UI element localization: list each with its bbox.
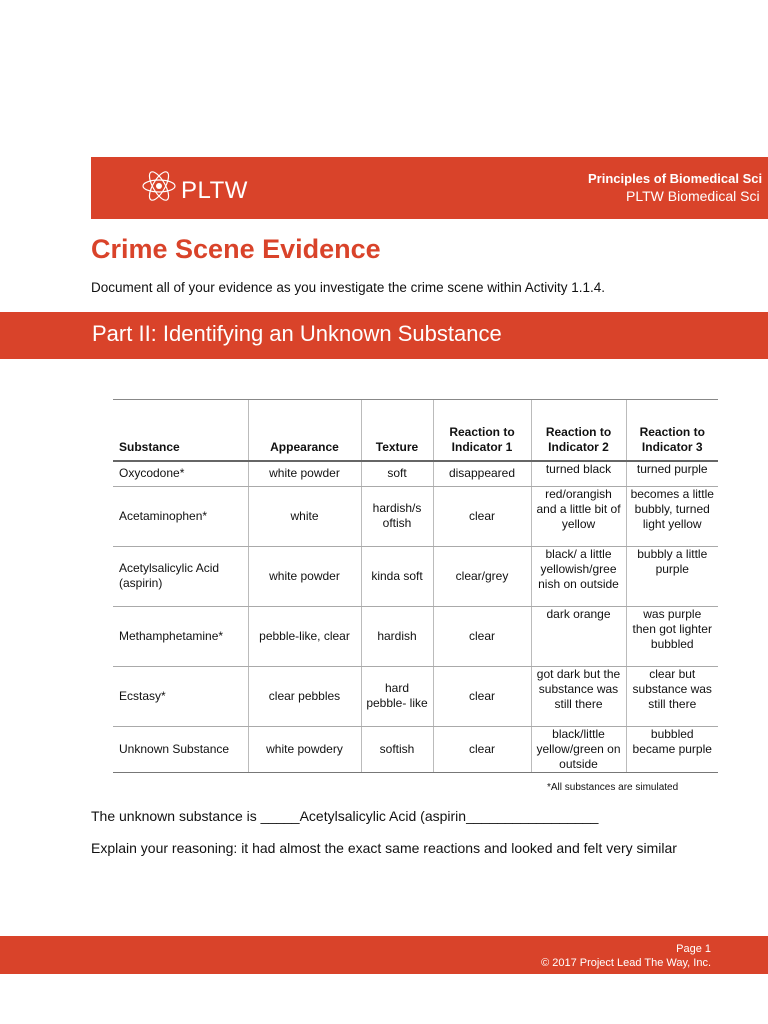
cell-texture: softish: [361, 726, 433, 772]
footer-text: [541, 942, 711, 970]
atom-icon: [141, 163, 177, 209]
cell-indicator-1: clear: [433, 666, 531, 726]
cell-indicator-1: clear: [433, 606, 531, 666]
pltw-logo: [141, 163, 271, 213]
table-row: [113, 461, 718, 486]
logo-text: PLTW: [181, 177, 248, 204]
cell-texture: hardish/s oftish: [361, 486, 433, 546]
table-header-row: [113, 400, 718, 462]
header-substance: Substance: [113, 400, 248, 462]
course-subtitle: PLTW Biomedical Sci: [626, 188, 760, 204]
header-texture: Texture: [361, 400, 433, 462]
evidence-table: [113, 399, 718, 773]
table-row: [113, 546, 718, 606]
cell-appearance: white powder: [248, 546, 361, 606]
cell-texture: kinda soft: [361, 546, 433, 606]
header-indicator-2: Reaction to Indicator 2: [531, 400, 626, 462]
cell-texture: soft: [361, 461, 433, 486]
cell-substance: Ecstasy*: [113, 666, 248, 726]
page-number: Page 1: [676, 943, 711, 955]
instructions: Document all of your evidence as you investigate the crime scene within Activity 1.1.4.: [91, 280, 606, 295]
cell-indicator-3: clear but substance was still there: [626, 666, 718, 726]
cell-indicator-1: disappeared: [433, 461, 531, 486]
header-bar: [91, 157, 768, 219]
cell-indicator-3: bubbled became purple: [626, 726, 718, 772]
cell-appearance: pebble-like, clear: [248, 606, 361, 666]
header-appearance: Appearance: [248, 400, 361, 462]
cell-indicator-3: was purple then got lighter bubbled: [626, 606, 718, 666]
cell-indicator-2: black/ a little yellowish/gree nish on outside: [531, 546, 626, 606]
cell-substance: Acetaminophen*: [113, 486, 248, 546]
cell-indicator-2: dark orange: [531, 606, 626, 666]
part-title: Part II: Identifying an Unknown Substance: [92, 321, 502, 346]
cell-substance: Acetylsalicylic Acid (aspirin): [113, 546, 248, 606]
table-row: [113, 726, 718, 772]
cell-texture: hard pebble- like: [361, 666, 433, 726]
cell-appearance: white powdery: [248, 726, 361, 772]
table-footnote: *All substances are simulated: [547, 782, 679, 793]
cell-appearance: clear pebbles: [248, 666, 361, 726]
reasoning-text: Explain your reasoning: it had almost the exact same reactions and looked and felt very similar: [91, 840, 677, 856]
cell-substance: Unknown Substance: [113, 726, 248, 772]
cell-indicator-1: clear/grey: [433, 546, 531, 606]
header-indicator-3: Reaction to Indicator 3: [626, 400, 718, 462]
cell-indicator-2: turned black: [531, 461, 626, 486]
table-row: [113, 486, 718, 546]
cell-appearance: white powder: [248, 461, 361, 486]
cell-indicator-2: red/orangish and a little bit of yellow: [531, 486, 626, 546]
cell-texture: hardish: [361, 606, 433, 666]
cell-indicator-2: black/little yellow/green on outside: [531, 726, 626, 772]
footer-bar: [0, 936, 768, 974]
cell-substance: Methamphetamine*: [113, 606, 248, 666]
cell-indicator-1: clear: [433, 486, 531, 546]
page-title: Crime Scene Evidence: [91, 234, 381, 264]
cell-indicator-2: got dark but the substance was still there: [531, 666, 626, 726]
table-row: [113, 606, 718, 666]
copyright: © 2017 Project Lead The Way, Inc.: [541, 957, 711, 969]
cell-indicator-3: bubbly a little purple: [626, 546, 718, 606]
header-indicator-1: Reaction to Indicator 1: [433, 400, 531, 462]
course-title: Principles of Biomedical Sci: [588, 171, 763, 186]
part-banner: [0, 312, 768, 359]
cell-substance: Oxycodone*: [113, 461, 248, 486]
cell-indicator-3: becomes a little bubbly, turned light yellow: [626, 486, 718, 546]
cell-appearance: white: [248, 486, 361, 546]
cell-indicator-3: turned purple: [626, 461, 718, 486]
table-row: [113, 666, 718, 726]
cell-indicator-1: clear: [433, 726, 531, 772]
answer-line: The unknown substance is _____Acetylsalicylic Acid (aspirin_________________: [91, 808, 599, 824]
course-info: [588, 170, 768, 205]
